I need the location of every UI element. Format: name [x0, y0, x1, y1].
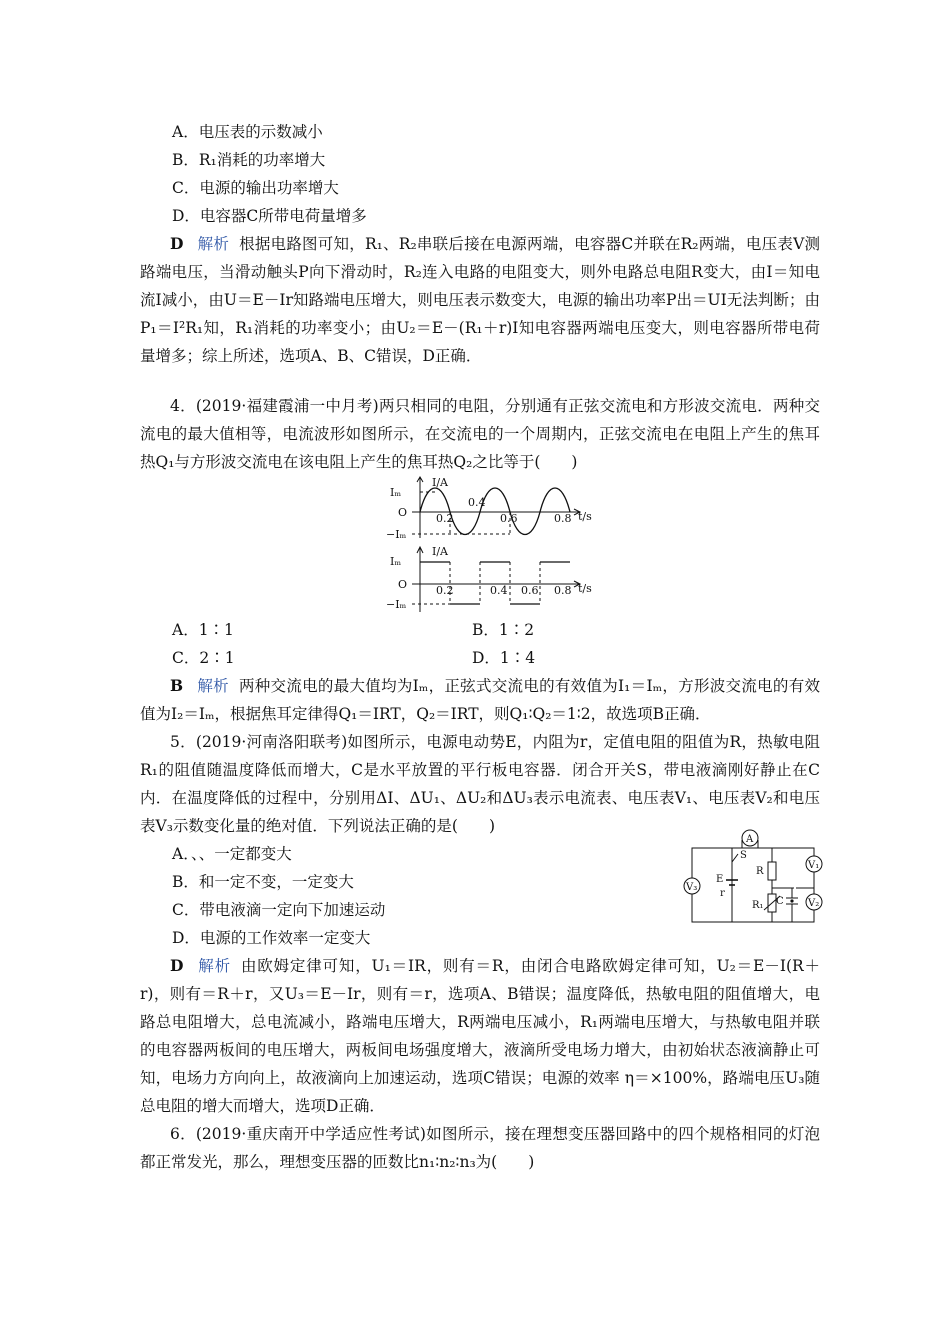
q4-option-d: D．1∶4: [472, 649, 536, 667]
question-page: [140, 118, 820, 1176]
q4-answer: B: [170, 676, 184, 695]
q5-internal-label: r: [720, 888, 725, 899]
q5-options-block: [140, 834, 820, 952]
q4-square-tick-0.4: 0.4: [490, 584, 508, 597]
q4-square-tick-0.6: 0.6: [521, 584, 539, 597]
q3-answer: D: [170, 234, 184, 253]
q4-square-im: Iₘ: [390, 555, 402, 568]
q5-switch-label: S: [740, 850, 747, 861]
q5-thermistor-label: R₁: [752, 900, 764, 911]
q3-solution: [140, 230, 820, 370]
q5-solution: [140, 952, 820, 1120]
q4-solution: [140, 672, 820, 728]
q5-v1-label: V₁: [808, 860, 820, 871]
q5-option-c: C．带电液滴一定向下加速运动: [172, 901, 386, 919]
q4-explanation: 两种交流电的最大值均为Iₘ，正弦式交流电的有效值为I₁＝Iₘ，方形波交流电的有效值为I₂＝Iₘ，根据焦耳定律得Q₁＝IRT，Q₂＝IRT，则Q₁∶Q₂＝1∶2，故选项B正确．: [140, 677, 820, 723]
q5-option-a: A．、、一定都变大: [172, 845, 292, 863]
q4-square-wave: [420, 562, 570, 604]
q5-emf-label: E: [716, 874, 724, 885]
q4-sine-origin: O: [398, 506, 408, 519]
q4-square-y-label: I/A: [432, 545, 448, 558]
q5-stem: 5．(2019·河南洛阳联考)如图所示，电源电动势E，内阻为r，定值电阻的阻值为R，热敏电阻R₁的阻值随温度降低而增大，C是水平放置的平行板电容器．闭合开关S，带电液滴刚好静止在C内．在温度降低的过程中，分别用ΔI、ΔU₁、ΔU₂和ΔU₃表示电流表、电压表V₁、电压表V₂和电压表V₃示数变化量的绝对值．下列说法正确的是( ): [140, 733, 820, 835]
q5-option-b: B．和一定不变，一定变大: [172, 873, 354, 891]
q6-stem: 6．(2019·重庆南开中学适应性考试)如图所示，接在理想变压器回路中的四个规格相同的灯泡都正常发光，那么，理想变压器的匝数比n₁∶n₂∶n₃为( ): [140, 1125, 820, 1171]
q4-square-neg-im: −Iₘ: [386, 598, 407, 611]
q5-option-d: D．电源的工作效率一定变大: [172, 929, 371, 947]
q4-option-c: C．2∶1: [172, 649, 235, 667]
q5-v2-label: V₂: [808, 898, 820, 909]
q5-resistor-label: R: [756, 866, 764, 877]
q3-option-a: A．电压表的示数减小: [172, 123, 323, 141]
q4-square-tick-0.2: 0.2: [436, 584, 454, 597]
q5-circuit-diagram: [676, 828, 824, 928]
q4-sine-tick-0.6: 0.6: [500, 512, 518, 525]
q4-square-origin: O: [398, 578, 408, 591]
q4-sine-tick-0.8: 0.8: [554, 512, 572, 525]
q5-explanation: 由欧姆定律可知，U₁＝IR，则有＝R，由闭合电路欧姆定律可知，U₂＝E－I(R＋r)，则有＝R＋r，又U₃＝E－Ir，则有＝r，选项A、B错误；温度降低，热敏电阻的阻值增大，电路总电阻增大，总电流减小，路端电压增大，R两端电压减小，R₁两端电压增大，与热敏电阻并联的电容器两板间的电压增大，两板间电场强度增大，液滴所受电场力增大，由初始状态液滴静止可知，电场力方向向上，故液滴向上加速运动，选项C错误；电源的效率 η＝×100%，路端电压U₃随总电阻的增大而增大，选项D正确．: [140, 957, 820, 1115]
q4-sine-im: Iₘ: [390, 486, 402, 499]
q4-stem: 4．(2019·福建霞浦一中月考)两只相同的电阻，分别通有正弦交流电和方形波交流电．两种交流电的最大值相等，电流波形如图所示，在交流电的一个周期内，正弦交流电在电阻上产生的焦耳热Q₁与方形波交流电在该电阻上产生的焦耳热Q₂之比等于( ): [140, 397, 820, 471]
q4-options-row-2: [140, 644, 820, 672]
q4-sine-tick-0.4: 0.4: [468, 496, 486, 509]
q4-waveform-figure: [140, 476, 820, 616]
q3-option-c: C．电源的输出功率增大: [172, 179, 339, 197]
q4-options-row-1: [140, 616, 820, 644]
q4-analysis-tag: 解析: [197, 677, 229, 695]
q4-option-b: B．1∶2: [472, 621, 535, 639]
q5-analysis-tag: 解析: [197, 957, 231, 975]
q5-ammeter-label: A: [746, 834, 754, 845]
q3-option-b: B．R₁消耗的功率增大: [172, 151, 326, 169]
q5-v3-label: V₃: [686, 882, 698, 893]
q4-sine-y-label: I/A: [432, 476, 448, 489]
q3-analysis-tag: 解析: [197, 235, 230, 253]
q4-sine-neg-im: −Iₘ: [386, 528, 407, 541]
q3-option-d: D．电容器C所带电荷量增多: [172, 207, 367, 225]
q3-explanation: 根据电路图可知，R₁、R₂串联后接在电源两端，电容器C并联在R₂两端，电压表V测路端电压，当滑动触头P向下滑动时，R₂连入电路的电阻变大，则外电路总电阻R变大，由I＝知电流I减小，由U＝E－Ir知路端电压增大，则电压表示数变大，电源的输出功率P出＝UI无法判断；由P₁＝I²R₁知，R₁消耗的功率变小；由U₂＝E－(R₁＋r)I知电容器两端电压变大，则电容器所带电荷量增多；综上所述，选项A、B、C错误，D正确．: [140, 235, 820, 365]
q4-sine-tick-0.2: 0.2: [436, 512, 454, 525]
q4-option-a: A．1∶1: [172, 621, 234, 639]
q5-answer: D: [170, 956, 184, 975]
q5-capacitor-label: C: [776, 896, 784, 907]
q4-square-tick-0.8: 0.8: [554, 584, 572, 597]
q4-sine-x-label: t/s: [578, 510, 592, 523]
q4-square-x-label: t/s: [578, 582, 592, 595]
